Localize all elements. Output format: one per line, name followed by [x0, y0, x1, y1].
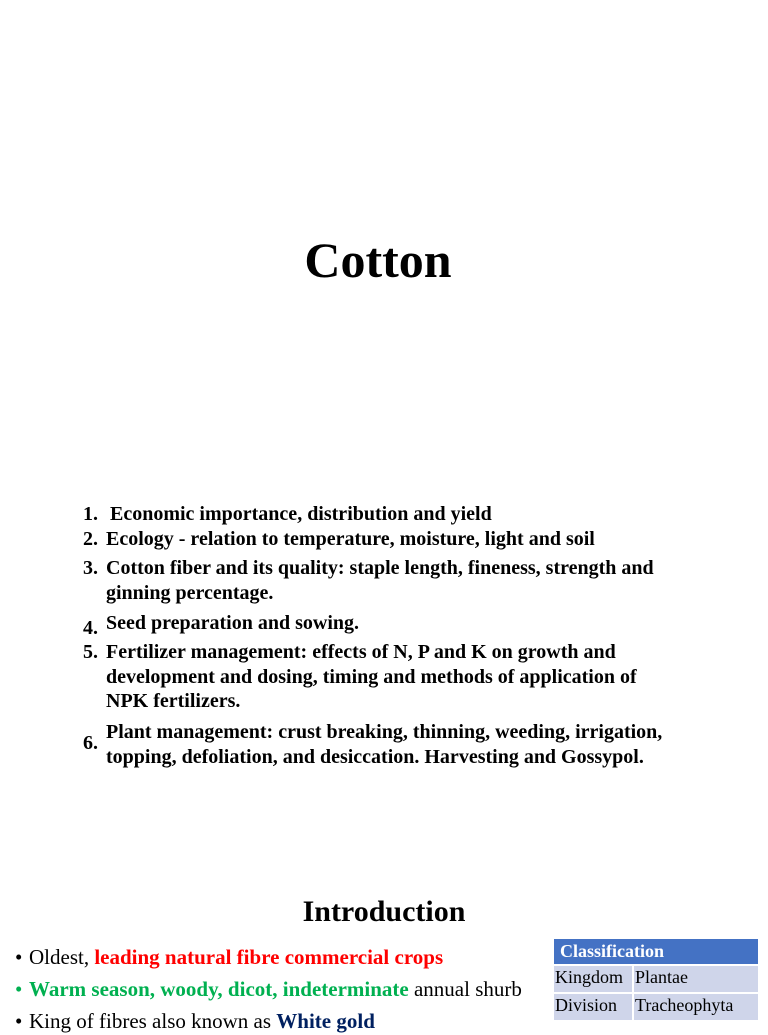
topic-text: Seed preparation and sowing. — [106, 612, 360, 634]
section-heading: Introduction — [302, 895, 466, 928]
bullet-dot-icon: • — [15, 1009, 23, 1033]
highlight-text: White gold — [276, 1009, 375, 1033]
highlight-text: leading natural fibre commercial crops — [94, 945, 444, 969]
topic-number: 6. — [83, 732, 98, 754]
bullet-item: • Warm season, woody, dicot, indeterminate annual shurb — [15, 977, 522, 1001]
bullet-item: • Oldest, leading natural fibre commercial crops — [15, 945, 444, 969]
topic-number: 1. — [83, 503, 98, 525]
table-cell-key: Division — [554, 993, 633, 1021]
table-row — [554, 965, 758, 993]
topic-text: Ecology - relation to temperature, moisture, light and soil — [106, 528, 595, 550]
table-header: Classification — [554, 939, 758, 965]
table-cell-value: Plantae — [633, 965, 758, 993]
bullet-dot-icon: • — [15, 945, 23, 969]
table-cell-value: Tracheophyta — [633, 993, 758, 1021]
bullet-dot-icon: • — [15, 977, 23, 1001]
topic-number: 3. — [83, 557, 98, 579]
topic-text: Economic importance, distribution and yield — [110, 503, 492, 525]
classification-table — [554, 939, 758, 1022]
topic-number: 5. — [83, 641, 98, 663]
bullet-item: • King of fibres also known as White gold — [15, 1009, 375, 1033]
table-row — [554, 993, 758, 1021]
topic-number: 2. — [83, 528, 98, 550]
table-cell-key: Kingdom — [554, 965, 633, 993]
topic-text: Cotton fiber and its quality: staple length, fineness, strength and ginning percentage. — [106, 557, 654, 604]
topic-number: 4. — [83, 617, 98, 639]
topic-text: Plant management: crust breaking, thinning, weeding, irrigation, topping, defoliation, and desiccation. Harvesting and Gossypol. — [106, 721, 663, 768]
highlight-text: Warm season, woody, dicot, indeterminate — [29, 977, 409, 1001]
topic-text: Fertilizer management: effects of N, P and K on growth and development and dosing, timing and methods of application of NPK fertilizers. — [106, 641, 637, 712]
page-title: Cotton — [304, 232, 452, 288]
